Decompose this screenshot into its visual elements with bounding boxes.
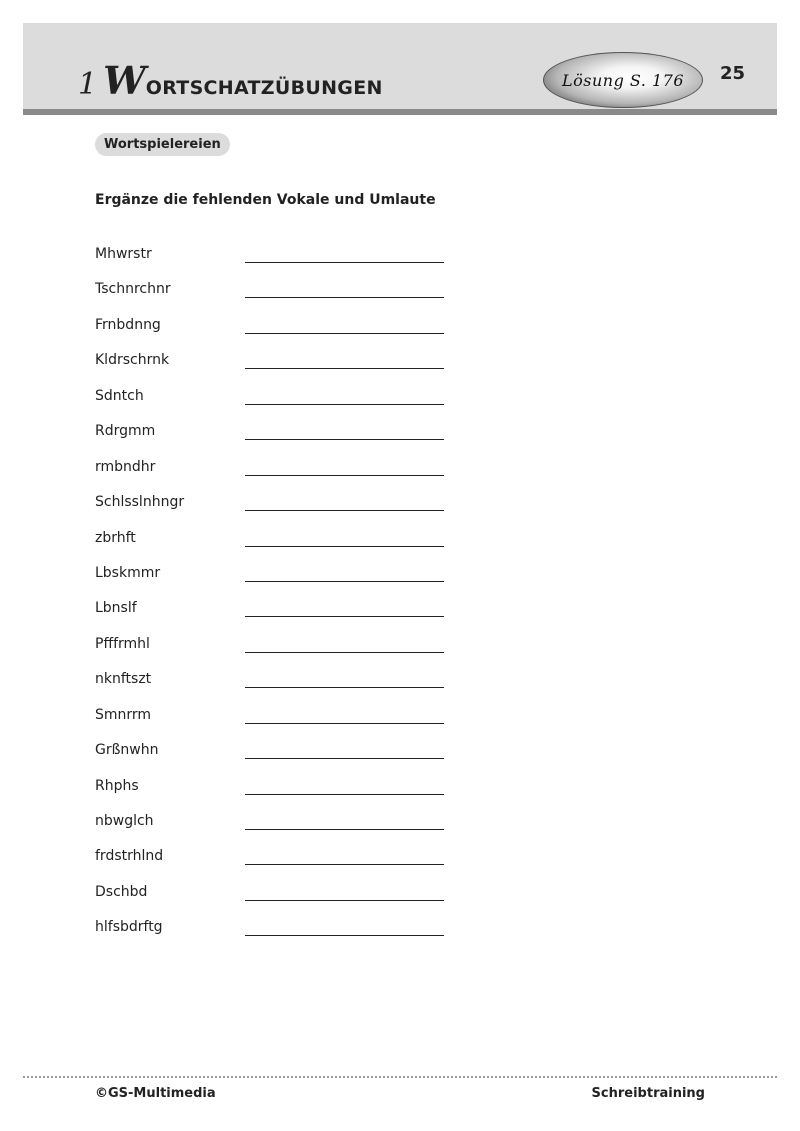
answer-line[interactable] [245, 546, 444, 547]
word-row [95, 769, 455, 804]
answer-line[interactable] [245, 723, 444, 724]
footer-series-title: Schreibtraining [591, 1086, 705, 1101]
answer-line[interactable] [245, 475, 444, 476]
answer-line[interactable] [245, 262, 444, 263]
scrambled-word: Mhwrstr [95, 246, 152, 262]
word-list [95, 237, 455, 946]
word-row [95, 910, 455, 945]
scrambled-word: Lbnslf [95, 600, 137, 617]
word-row [95, 414, 455, 449]
section-tag: Wortspielereien [95, 133, 230, 156]
scrambled-word: Rhphs [95, 777, 139, 794]
word-row [95, 627, 455, 662]
chapter-title-text: ORTSCHATZÜBUNGEN [145, 77, 383, 99]
scrambled-word: nknftszt [95, 671, 152, 688]
scrambled-word: Smnrrm [95, 706, 152, 723]
word-row [95, 450, 455, 485]
word-row [95, 485, 455, 520]
scrambled-word: Lbskmmr [95, 564, 161, 581]
word-row [95, 591, 455, 626]
scrambled-word: Grßnwhn [95, 742, 159, 759]
answer-line[interactable] [245, 439, 444, 440]
scrambled-word: nbwglch [95, 813, 154, 829]
word-row [95, 556, 455, 591]
page-number: 25 [720, 63, 746, 84]
word-row [95, 733, 455, 768]
answer-line[interactable] [245, 368, 444, 369]
answer-line[interactable] [245, 864, 444, 865]
scrambled-word: Rdrgmm [95, 423, 156, 440]
answer-line[interactable] [245, 404, 444, 405]
answer-line[interactable] [245, 333, 444, 334]
scrambled-word: Pfffrmhl [95, 635, 150, 652]
scrambled-word: hlfsbdrftg [95, 919, 163, 936]
word-row [95, 698, 455, 733]
word-row [95, 237, 455, 272]
solution-reference: Lösung S. 176 [561, 70, 684, 90]
word-row [95, 804, 455, 839]
word-row [95, 308, 455, 343]
chapter-title [78, 58, 383, 102]
scrambled-word: zbrhft [95, 529, 136, 546]
chapter-initial: W [103, 58, 146, 103]
scrambled-word: Tschnrchnr [95, 281, 171, 298]
scrambled-word: Frnbdnng [95, 316, 161, 333]
answer-line[interactable] [245, 297, 444, 298]
scrambled-word: Sdntch [95, 387, 144, 404]
answer-line[interactable] [245, 581, 444, 582]
word-row [95, 839, 455, 874]
header-rule [23, 109, 777, 115]
word-row [95, 272, 455, 307]
scrambled-word: frdstrhlnd [95, 848, 164, 865]
answer-line[interactable] [245, 616, 444, 617]
word-row [95, 875, 455, 910]
exercise-instruction: Ergänze die fehlenden Vokale und Umlaute [95, 192, 436, 208]
chapter-number: 1 [78, 67, 98, 102]
answer-line[interactable] [245, 829, 444, 830]
footer-divider [23, 1076, 777, 1078]
answer-line[interactable] [245, 652, 444, 653]
scrambled-word: Kldrschrnk [95, 352, 170, 369]
answer-line[interactable] [245, 510, 444, 511]
answer-line[interactable] [245, 687, 444, 688]
footer-copyright: ©GS-Multimedia [95, 1086, 216, 1101]
answer-line[interactable] [245, 935, 444, 936]
answer-line[interactable] [245, 900, 444, 901]
word-row [95, 379, 455, 414]
answer-line[interactable] [245, 758, 444, 759]
solution-badge [543, 52, 703, 108]
word-row [95, 521, 455, 556]
answer-line[interactable] [245, 794, 444, 795]
word-row [95, 662, 455, 697]
scrambled-word: Schlsslnhngr [95, 494, 185, 511]
scrambled-word: rmbndhr [95, 458, 156, 475]
word-row [95, 343, 455, 378]
scrambled-word: Dschbd [95, 883, 148, 900]
